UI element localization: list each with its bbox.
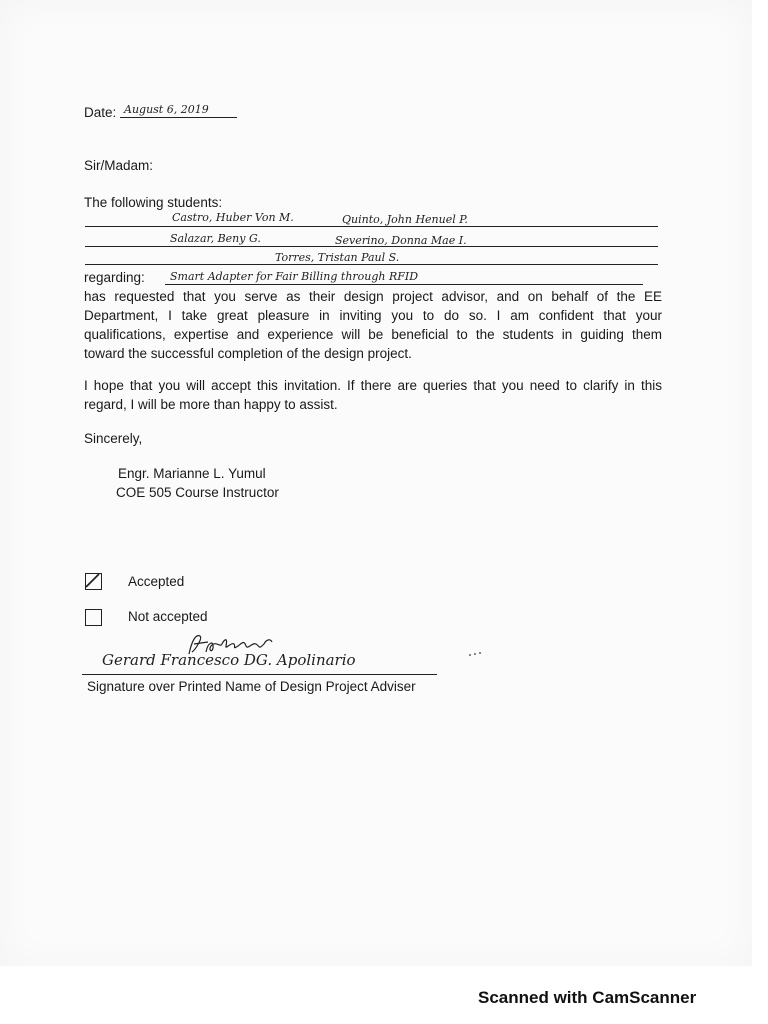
- signature-caption: Signature over Printed Name of Design Project Adviser: [87, 679, 416, 694]
- paragraph-line: toward the successful completion of the design project.: [84, 346, 412, 361]
- regarding-underline: [165, 284, 643, 285]
- scanner-watermark: Scanned with CamScanner: [478, 988, 697, 1007]
- paragraph-line: qualifications, expertise and experience will be beneficial to the students in guiding them: [84, 327, 662, 342]
- students-line: [85, 226, 658, 227]
- closing: Sincerely,: [84, 431, 143, 446]
- body-paragraph-1: [84, 287, 662, 363]
- accepted-label: Accepted: [128, 574, 185, 589]
- check-mark-icon: [84, 572, 101, 589]
- stray-marks: [468, 650, 488, 658]
- student-name: Castro, Huber Von M.: [172, 211, 294, 224]
- salutation: Sir/Madam:: [84, 158, 154, 173]
- date-value: August 6, 2019: [124, 103, 209, 116]
- signer-name: Engr. Marianne L. Yumul: [118, 466, 266, 481]
- student-name: Quinto, John Henuel P.: [342, 213, 468, 226]
- not-accepted-checkbox[interactable]: [85, 609, 102, 626]
- regarding-label: regarding:: [84, 270, 145, 285]
- not-accepted-label: Not accepted: [128, 609, 208, 624]
- accepted-checkbox[interactable]: [85, 573, 102, 590]
- signer-title: COE 505 Course Instructor: [116, 485, 279, 500]
- regarding-value: Smart Adapter for Fair Billing through RFID: [170, 270, 419, 283]
- signature-line: [82, 674, 437, 675]
- paragraph-line: has requested that you serve as their design project advisor, and on behalf of the EE: [84, 289, 662, 304]
- paragraph-line: Department, I take great pleasure in inviting you to do so. I am confident that your: [84, 308, 662, 323]
- date-label: Date:: [84, 105, 117, 120]
- students-label: The following students:: [84, 195, 223, 210]
- date-underline: [120, 117, 237, 118]
- student-name: Salazar, Beny G.: [170, 232, 261, 245]
- students-line: [85, 246, 658, 247]
- body-paragraph-2: [84, 376, 662, 414]
- adviser-printed-name: Gerard Francesco DG. Apolinario: [102, 651, 356, 669]
- student-name: Severino, Donna Mae I.: [335, 234, 467, 247]
- students-line: [85, 264, 658, 265]
- paragraph-line: I hope that you will accept this invitation. If there are queries that you need to clarify in this: [84, 378, 662, 393]
- paragraph-line: regard, I will be more than happy to assist.: [84, 397, 338, 412]
- student-name: Torres, Tristan Paul S.: [275, 251, 400, 264]
